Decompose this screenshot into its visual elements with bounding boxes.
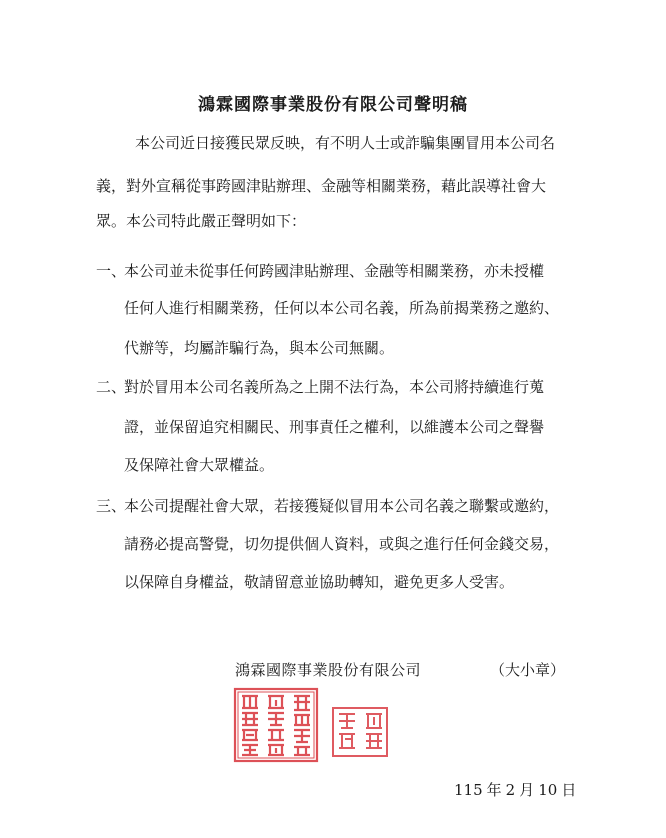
item-number: 二、: [96, 378, 127, 396]
item-line: 以保障自身權益，敬請留意並協助轉知，避免更多人受害。: [124, 573, 515, 591]
intro-line: 義，對外宣稱從事跨國津貼辦理、金融等相關業務，藉此誤導社會大: [96, 177, 547, 195]
intro-line: 眾。本公司特此嚴正聲明如下：: [96, 212, 307, 230]
item-line: 本公司並未從事任何跨國津貼辦理、金融等相關業務，亦未授權: [124, 262, 545, 280]
document-title: 鴻霖國際事業股份有限公司聲明稿: [198, 95, 468, 115]
seal-note: （大小章）: [490, 661, 566, 679]
date-month: 2: [505, 781, 516, 799]
item-number: 三、: [96, 497, 127, 515]
item-line: 代辦等，均屬詐騙行為，與本公司無關。: [124, 339, 395, 357]
item-line: 本公司提醒社會大眾，若接獲疑似冒用本公司名義之聯繫或邀約，: [124, 497, 560, 515]
item-number: 一、: [96, 262, 127, 280]
date-year: 115: [454, 781, 483, 799]
item-line: 任何人進行相關業務，任何以本公司名義，所為前揭業務之邀約、: [124, 299, 560, 317]
company-name: 鴻霖國際事業股份有限公司: [235, 661, 422, 679]
date-year-unit: 年: [486, 781, 502, 799]
item-line: 及保障社會大眾權益。: [124, 456, 275, 474]
item-line: 請務必提高警覺，切勿提供個人資料，或與之進行任何金錢交易，: [124, 535, 560, 553]
personal-seal-stamp: [330, 705, 390, 759]
date-day-unit: 日: [561, 781, 577, 799]
document-date: [452, 779, 578, 800]
date-day: 10: [538, 781, 558, 799]
company-seal-stamp: [232, 686, 320, 764]
intro-line: 本公司近日接獲民眾反映，有不明人士或詐騙集團冒用本公司名: [135, 134, 556, 152]
date-month-unit: 月: [519, 781, 535, 799]
item-line: 證，並保留追究相關民、刑事責任之權利，以維護本公司之聲譽: [124, 418, 545, 436]
item-line: 對於冒用本公司名義所為之上開不法行為，本公司將持續進行蒐: [124, 378, 545, 396]
